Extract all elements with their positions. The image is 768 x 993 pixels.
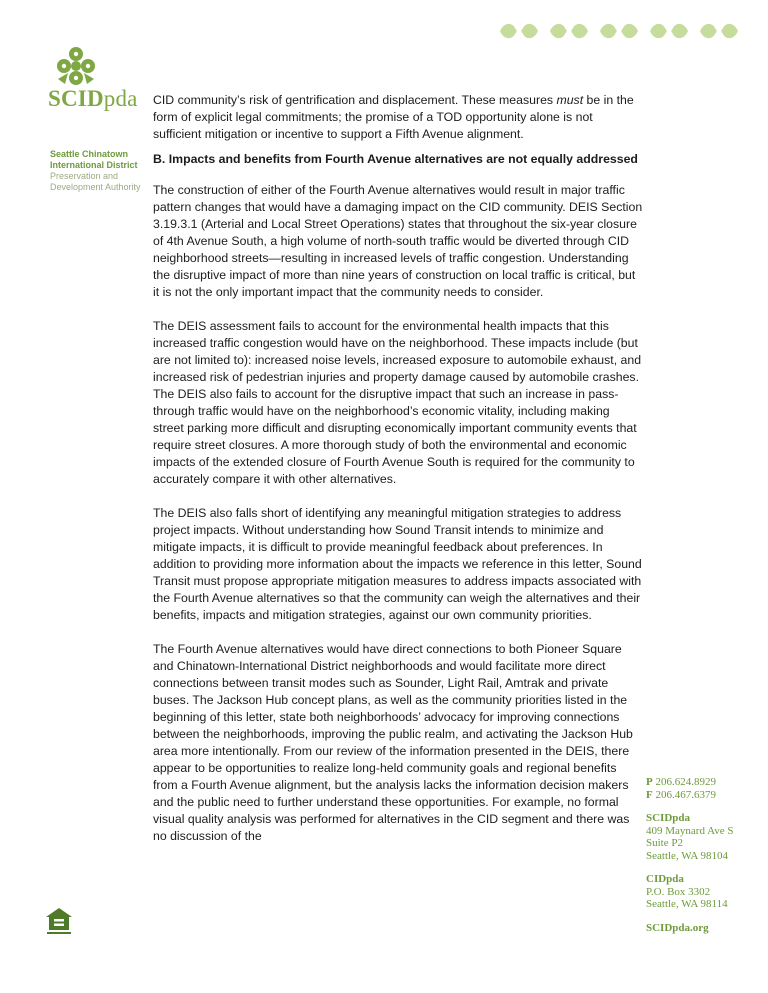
org-line-4: Development Authority [50, 182, 141, 192]
section-heading: B. Impacts and benefits from Fourth Avenue alternatives are not equally addressed [153, 152, 638, 166]
office-2-address-1: P.O. Box 3302 [646, 885, 711, 898]
office-1-address-2: Suite P2 [646, 837, 683, 849]
org-line-1: Seattle Chinatown [50, 149, 129, 159]
office-2-address-2: Seattle, WA 98114 [646, 898, 728, 910]
office-1-name: SCIDpda [646, 812, 691, 824]
logo-word-light: pda [103, 86, 138, 111]
office-2-name: CIDpda [646, 873, 684, 885]
paragraph-4: The DEIS also falls short of identifying any meaningful mitigation strategies to address project impacts. Without understanding how Sound Transit intends to minimize and mitigate impacts, it is difficult to provide meaningful feedback about preferences. In addition to providing more information about the impacts we reference in this letter, Sound Transit must propose appropriate mitigation measures to address impacts associated with the Fourth Avenue alternatives so that the community can weigh the alternatives and their benefits, impacts and mitigation strategies, against our own community priorities. [153, 506, 642, 622]
decorative-ornament-icon [548, 22, 590, 40]
website-link[interactable]: SCIDpda.org [646, 921, 709, 934]
decorative-ornament-icon [498, 22, 540, 40]
scidpda-logo-icon [53, 46, 99, 88]
paragraph-2: The construction of either of the Fourth Avenue alternatives would result in major traffic pattern changes that would have a damaging impact on the CID community. DEIS Section 3.19.3.1 (Arterial and Local Street Operations) states that throughout the six-year closure of 4th Avenue South, a high volume of north-south traffic would be diverted through CID neighborhood streets—resulting in increased levels of traffic congestion. Understanding the disruptive impact of more than nine years of construction on local traffic is critical, but it is not the only important impact that the community needs to consider. [153, 183, 643, 299]
decorative-ornament-icon [598, 22, 640, 40]
letter-body [153, 92, 643, 845]
phone-line [646, 776, 733, 789]
decorative-ornament-icon [698, 22, 740, 40]
paragraph-1: CID community’s risk of gentrification and displacement. These measures must be in the form of explicit legal commitments; the promise of a TOD opportunity alone is not sufficient mitigation or incentive to support a Fifth Avenue alignment. [153, 93, 634, 141]
org-line-3: Preservation and [50, 171, 119, 181]
equal-housing-logo [44, 906, 74, 941]
organization-name [50, 149, 141, 193]
phone-label: P [646, 776, 653, 788]
phone-number: 206.624.8929 [655, 776, 716, 788]
equal-housing-icon [44, 906, 74, 936]
fax-number: 206.467.6379 [655, 788, 716, 801]
fax-label: F [646, 788, 653, 801]
paragraph-3: The DEIS assessment fails to account for the environmental health impacts that this increased traffic congestion would have on the neighborhood. These impacts include (but are not limited to): increased noise levels, increased exposure to automobile exhaust, and increased risk of pedestrian injuries and property damage caused by automobile crashes. The DEIS also fails to account for the disruptive impact that such an increase in pass-through traffic would have on the neighborhood’s economic vitality, including making street parking more difficult and disrupting economically important community events that require street closures. A more thorough study of both the environmental and economic impacts of the extended closure of Fourth Avenue South is required for the community to accurately compare it with other alternatives. [153, 319, 642, 486]
contact-block [646, 776, 733, 934]
header-ornament [498, 22, 740, 40]
logo-wordmark [48, 86, 138, 112]
office-1-address-3: Seattle, WA 98104 [646, 849, 728, 862]
fax-line [646, 789, 733, 802]
office-1-address-1: 409 Maynard Ave S [646, 824, 734, 837]
logo-word-bold: SCID [48, 86, 104, 111]
paragraph-5: The Fourth Avenue alternatives would have direct connections to both Pioneer Square and Chinatown-International District neighborhoods and would facilitate more direct connections between transit modes such as Sounder, Light Rail, Amtrak and private buses. The Jackson Hub concept plans, as well as the community priorities listed in the beginning of this letter, state both neighborhoods’ advocacy for improving connections between the neighborhoods, improving the public realm, and activating the Jackson Hub area more intentionally. From our review of the information presented in the DEIS, there appear to be opportunities to realize long-held community goals and regional benefits from a Fourth Avenue alignment, but the analysis lacks the information decision makers and the public need to further understand these opportunities. For example, no formal visual quality analysis was performed for alternatives in the CID segment and there was no discussion of the [153, 642, 633, 843]
decorative-ornament-icon [648, 22, 690, 40]
org-line-2: International District [50, 160, 138, 170]
